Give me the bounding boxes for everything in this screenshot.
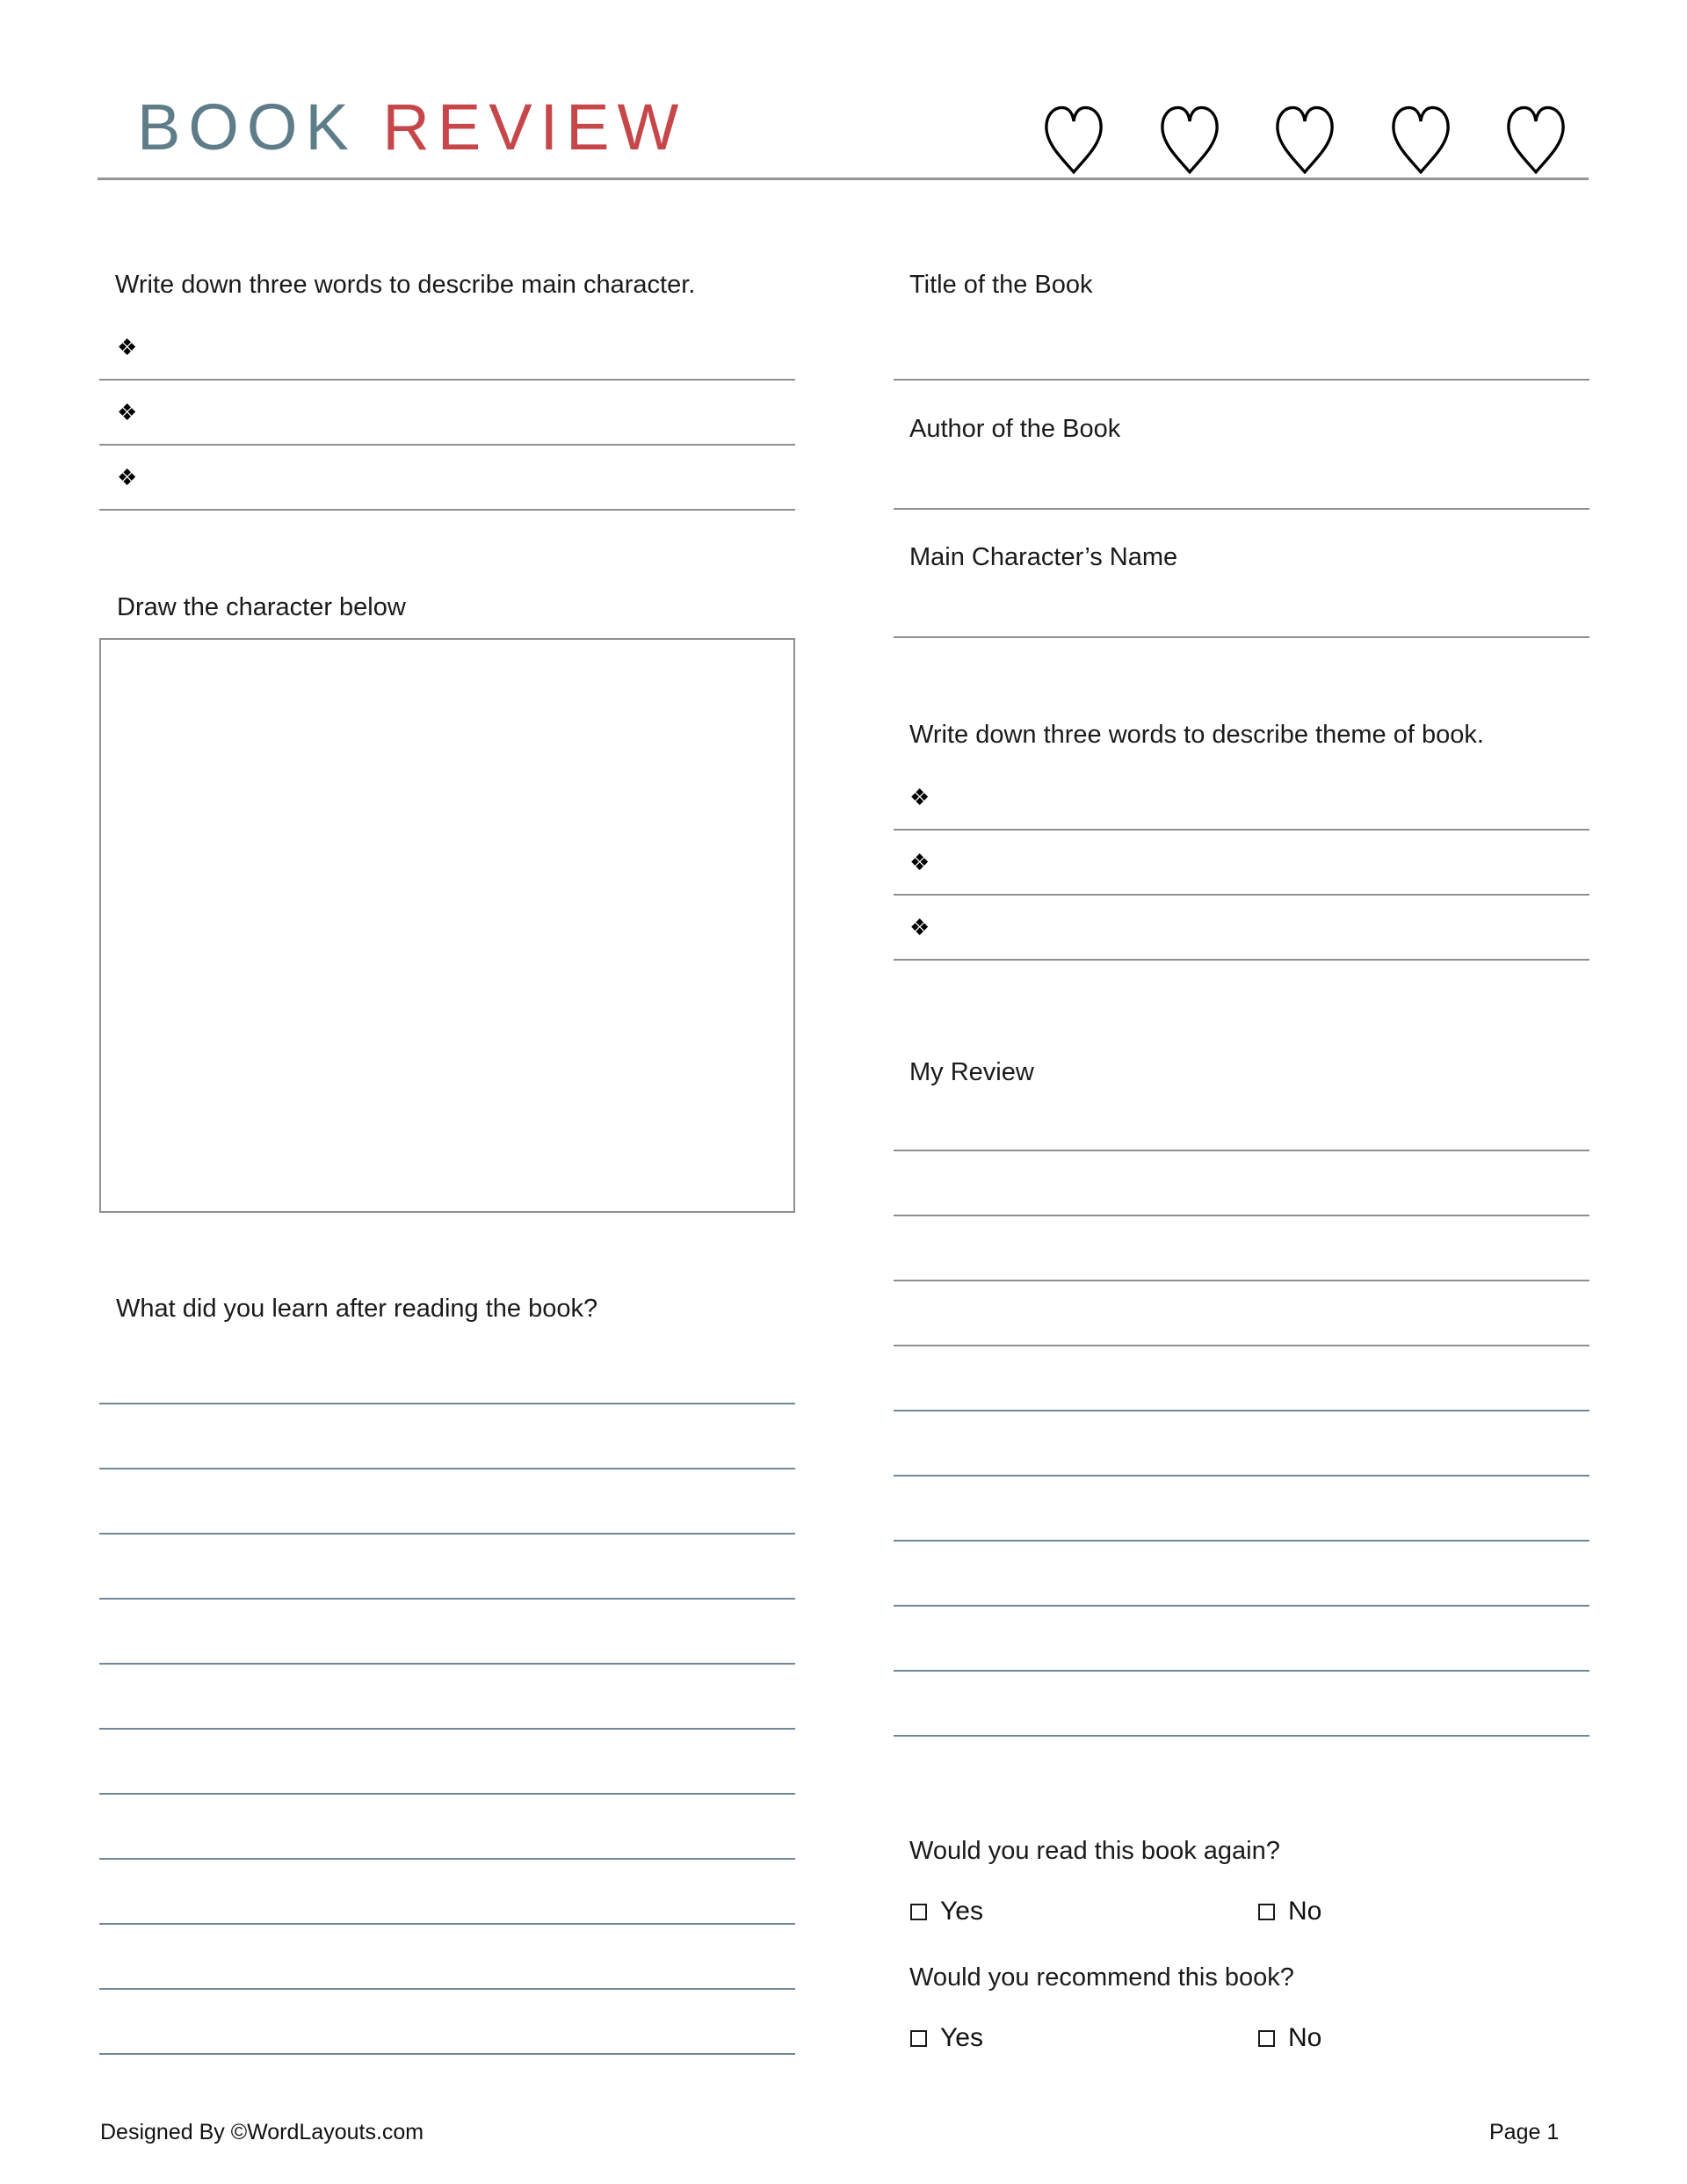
rule (894, 959, 1589, 961)
rule (894, 894, 1589, 896)
main-character-name-label: Main Character’s Name (909, 543, 1178, 571)
learn-line[interactable] (99, 1468, 795, 1469)
rule (894, 829, 1589, 831)
theme-words-label: Write down three words to describe theme of book. (909, 721, 1484, 749)
recommend-no-checkbox[interactable] (1258, 2025, 1321, 2051)
review-line[interactable] (894, 1410, 1589, 1411)
heart-icon[interactable] (1272, 104, 1337, 174)
checkbox-icon[interactable] (1258, 1904, 1275, 1920)
learn-line[interactable] (99, 2053, 795, 2055)
learn-line[interactable] (99, 1728, 795, 1730)
author-label: Author of the Book (909, 415, 1121, 443)
page-title (137, 91, 687, 163)
review-line[interactable] (894, 1215, 1589, 1216)
character-word-2-input[interactable] (149, 399, 786, 436)
footer-credit: Designed By ©WordLayouts.com (100, 2120, 424, 2144)
theme-word-2-input[interactable] (945, 849, 1581, 886)
theme-word-3-input[interactable] (945, 914, 1581, 951)
checkbox-icon[interactable] (1258, 2030, 1275, 2047)
learn-line[interactable] (99, 1403, 795, 1404)
book-title-label: Title of the Book (909, 271, 1093, 299)
my-review-label: My Review (909, 1058, 1034, 1086)
option-label: No (1288, 2023, 1322, 2052)
draw-label: Draw the character below (117, 593, 406, 621)
read-again-question: Would you read this book again? (909, 1837, 1280, 1865)
rule (99, 379, 795, 381)
title-book: BOOK (137, 91, 357, 163)
review-line[interactable] (894, 1475, 1589, 1477)
recommend-yes-checkbox[interactable] (910, 2025, 983, 2051)
theme-word-1-input[interactable] (945, 784, 1581, 821)
heart-icon[interactable] (1388, 104, 1453, 174)
option-label: Yes (940, 2023, 983, 2052)
rule (894, 379, 1589, 381)
page-number: Page 1 (1489, 2120, 1560, 2144)
rule (894, 508, 1589, 510)
review-line[interactable] (894, 1150, 1589, 1151)
review-line[interactable] (894, 1670, 1589, 1672)
read-again-no-checkbox[interactable] (1258, 1898, 1321, 1925)
learn-line[interactable] (99, 1793, 795, 1795)
title-review: REVIEW (382, 91, 687, 163)
option-label: No (1288, 1897, 1322, 1926)
learn-line[interactable] (99, 1663, 795, 1665)
heart-icon[interactable] (1157, 104, 1222, 174)
diamond-bullet-icon: ❖ (117, 399, 138, 425)
book-title-input[interactable] (909, 334, 1581, 374)
rule (99, 444, 795, 446)
checkbox-icon[interactable] (910, 1904, 927, 1920)
review-line[interactable] (894, 1540, 1589, 1542)
learn-line[interactable] (99, 1923, 795, 1925)
character-word-1-input[interactable] (149, 334, 786, 371)
author-input[interactable] (909, 464, 1581, 504)
recommend-question: Would you recommend this book? (909, 1963, 1294, 1992)
diamond-bullet-icon: ❖ (117, 464, 138, 490)
drawing-box[interactable] (99, 638, 795, 1213)
rule (894, 636, 1589, 638)
heart-icon[interactable] (1041, 104, 1106, 174)
learn-line[interactable] (99, 1598, 795, 1600)
diamond-bullet-icon: ❖ (909, 784, 930, 810)
diamond-bullet-icon: ❖ (117, 334, 138, 360)
review-line[interactable] (894, 1345, 1589, 1346)
review-line[interactable] (894, 1605, 1589, 1607)
learn-line[interactable] (99, 1858, 795, 1860)
main-character-name-input[interactable] (909, 592, 1581, 633)
review-line[interactable] (894, 1735, 1589, 1737)
learn-label: What did you learn after reading the book? (116, 1295, 598, 1323)
diamond-bullet-icon: ❖ (909, 849, 930, 875)
diamond-bullet-icon: ❖ (909, 914, 930, 940)
heart-icon[interactable] (1503, 104, 1568, 174)
character-word-3-input[interactable] (149, 464, 786, 501)
read-again-yes-checkbox[interactable] (910, 1898, 983, 1925)
character-words-label: Write down three words to describe main character. (115, 271, 696, 299)
option-label: Yes (940, 1897, 983, 1926)
header-divider (98, 178, 1589, 180)
rule (99, 509, 795, 511)
checkbox-icon[interactable] (910, 2030, 927, 2047)
learn-line[interactable] (99, 1988, 795, 1990)
learn-line[interactable] (99, 1533, 795, 1535)
rating-hearts (1041, 104, 1568, 178)
review-line[interactable] (894, 1280, 1589, 1281)
